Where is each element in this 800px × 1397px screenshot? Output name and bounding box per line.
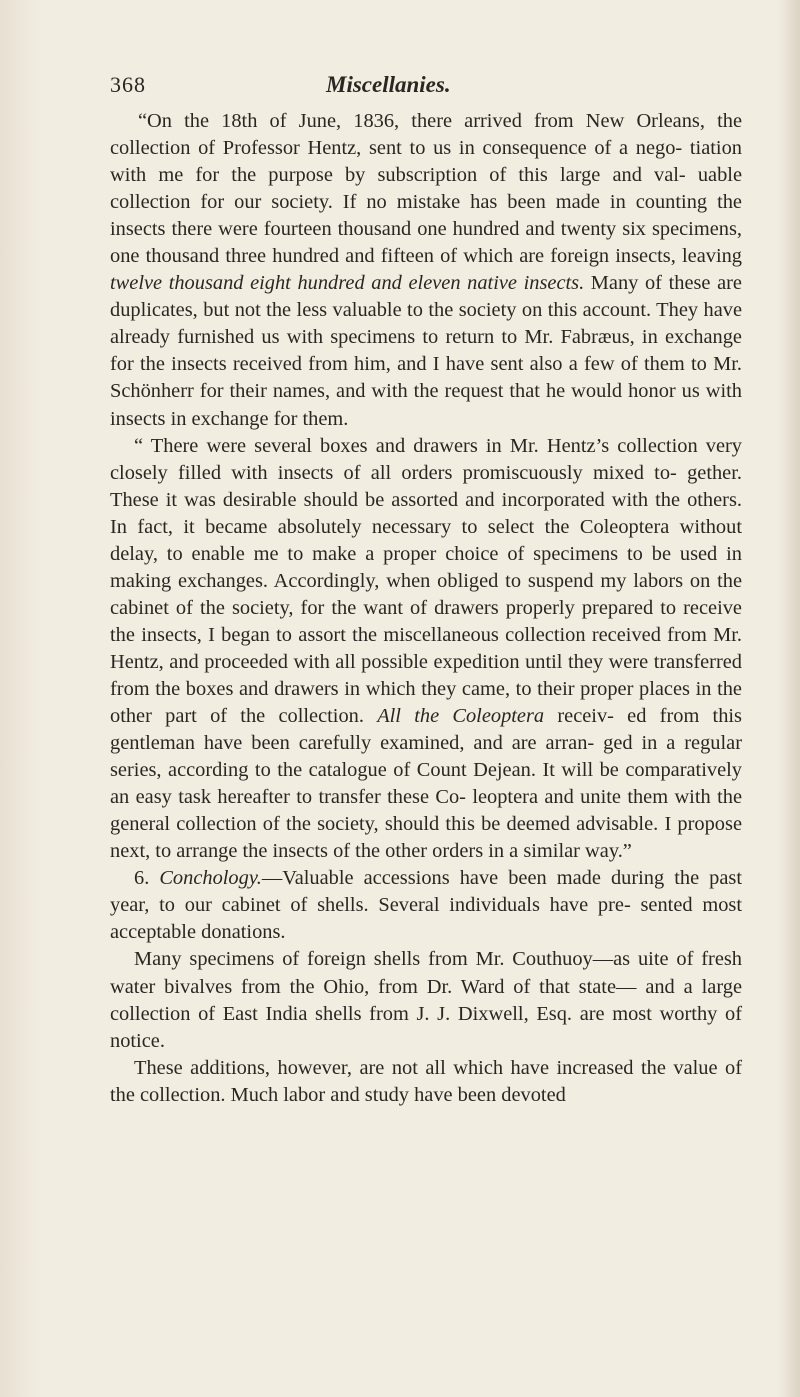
paragraph-2-italic: All the Coleoptera <box>377 705 545 728</box>
paragraph-5: These additions, however, are not all which have increased the value of the collection. Much labor and study have been devoted <box>110 1056 742 1106</box>
body-text <box>110 108 742 1109</box>
paragraph-1-text-b: Many of these are duplicates, but not the less valuable to the society on this account. They have already furnished us with specimens to return to Mr. Fabræus, in exchange for the insects received from him, and I have sent also a few of them to Mr. Schönherr for their names, and with the request that he would honor us with insects in exchange for them. <box>110 272 742 430</box>
paragraph-1-text-a: “On the 18th of June, 1836, there arrived from New Orleans, the collection of Professor Hentz, sent to us in consequence of a nego- tiation with me for the purpose by subscription of this large and val- uable collection for our society. If no mistake has been made in counting the insects there were fourteen thousand one hundred and twenty six specimens, one thousand three hundred and fifteen of which are foreign insects, leaving <box>110 110 742 268</box>
paragraph-1-italic: twelve thousand eight hundred and eleven native insects. <box>110 272 585 295</box>
page-header <box>110 72 740 106</box>
paragraph-1 <box>110 108 742 433</box>
paragraph-3-text: —Valuable accessions have been made during the past year, to our cabinet of shells. Several individuals have pre- sented most acceptable donations. <box>110 867 742 944</box>
page-shadow-left <box>0 0 40 1397</box>
paragraph-2-text-b: receiv- ed from this gentleman have been carefully examined, and are arran- ged in a regular series, according to the catalogue of Count Dejean. It will be comparatively an easy task hereafter to transfer these Co- leoptera and unite them with the general collection of the society, should this be deemed advisable. I propose next, to arrange the insects of the other orders in a similar way.” <box>110 705 742 863</box>
paragraph-2 <box>110 433 742 866</box>
page-number: 368 <box>110 72 146 97</box>
paragraph-3 <box>110 865 742 946</box>
paragraph-2-text-a: “ There were several boxes and drawers in Mr. Hentz’s collection very closely filled with insects of all orders promiscuously mixed to- gether. These it was desirable should be assorted and incorporated with the others. In fact, it became absolutely necessary to select the Coleoptera without delay, to enable me to make a proper choice of specimens to be used in making exchanges. Accordingly, when obliged to suspend my labors on the cabinet of the society, for the want of drawers properly prepared to receive the insects, I began to assort the miscellaneous collection received from Mr. Hentz, and proceeded with all possible expedition until they were transferred from the boxes and drawers in which they came, to their proper places in the other part of the collection. <box>110 434 742 728</box>
page-edge-right <box>778 0 800 1397</box>
section-heading: Conchology. <box>159 867 262 890</box>
paragraph-4: Many specimens of foreign shells from Mr. Couthuoy—as uite of fresh water bivalves from the Ohio, from Dr. Ward of that state— and a large collection of East India shells from J. J. Dixwell, Esq. are most worthy of notice. <box>110 948 742 1052</box>
section-number: 6. <box>134 867 160 890</box>
running-head: Miscellanies. <box>326 72 451 97</box>
